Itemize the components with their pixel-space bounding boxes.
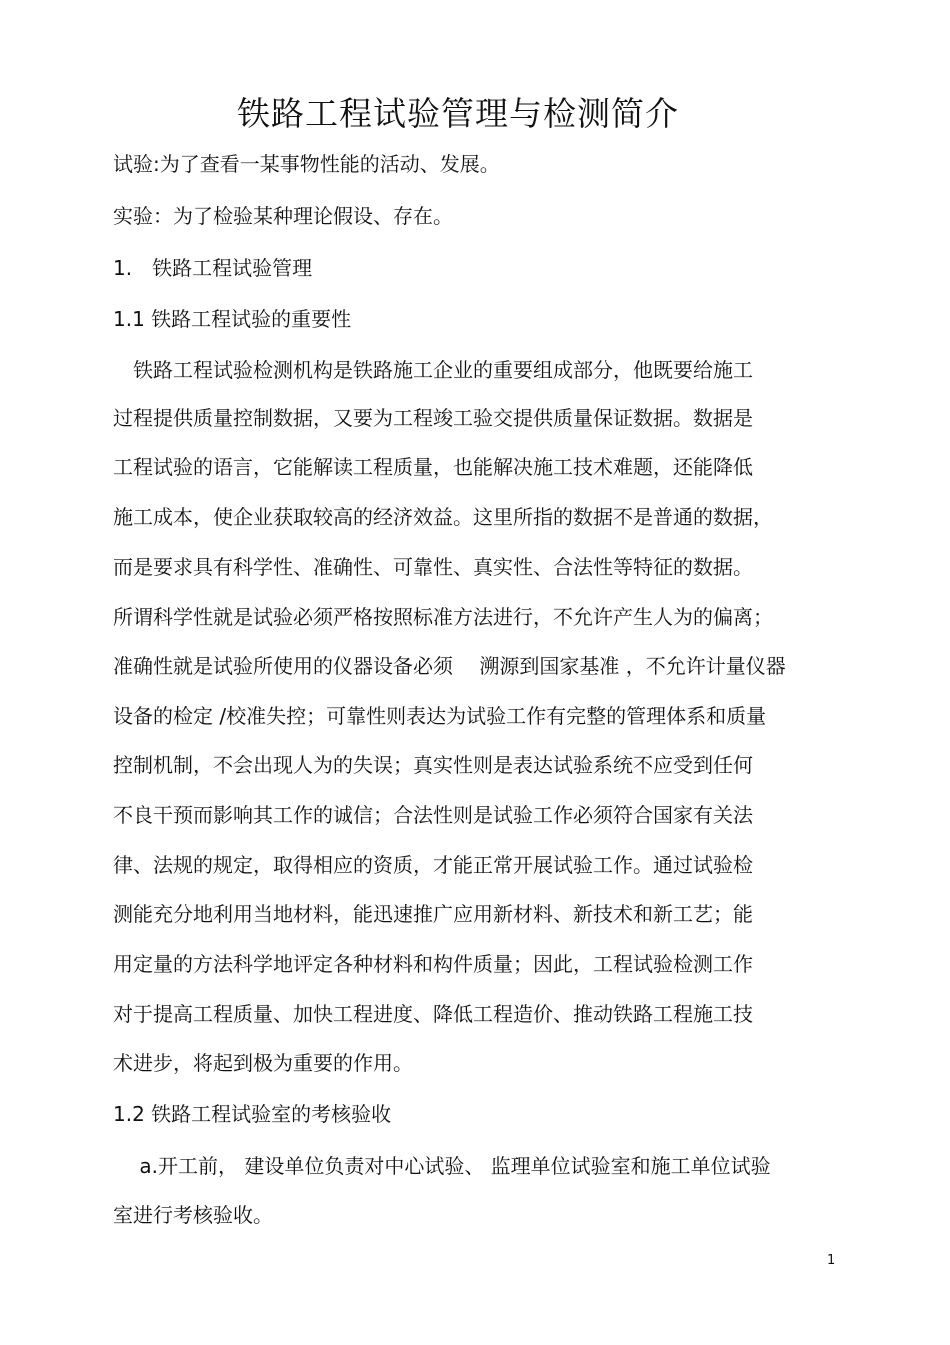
document-title: 铁路工程试验管理与检测简介 [237,94,679,133]
section-heading-1: 1. 铁路工程试验管理 [113,256,313,280]
paragraph-line: 不良干预而影响其工作的诚信；合法性则是试验工作必须符合国家有关法 [113,803,753,827]
section-heading-1-2: 1.2 铁路工程试验室的考核验收 [113,1102,392,1126]
paragraph-line: a.开工前， 建设单位负责对中心试验、 监理单位试验室和施工单位试验 [113,1154,771,1178]
paragraph-line: 对于提高工程质量、加快工程进度、降低工程造价、推动铁路工程施工技 [113,1002,753,1026]
section-heading-1-1: 1.1 铁路工程试验的重要性 [113,307,352,331]
paragraph-line: 准确性就是试验所使用的仪器设备必须 溯源到国家基准 ，不允许计量仪器 [113,654,786,678]
definition-line-test: 试验:为了查看一某事物性能的活动、发展。 [113,152,500,176]
paragraph-line: 控制机制，不会出现人为的失误；真实性则是表达试验系统不应受到任何 [113,753,753,777]
paragraph-line: 工程试验的语言，它能解读工程质量，也能解决施工技术难题，还能降低 [113,455,753,479]
paragraph-line: 用定量的方法科学地评定各种材料和构件质量；因此，工程试验检测工作 [113,952,753,976]
paragraph-line: 施工成本，使企业获取较高的经济效益。这里所指的数据不是普通的数据， [113,505,773,529]
paragraph-line: 测能充分地利用当地材料，能迅速推广应用新材料、新技术和新工艺；能 [113,902,753,926]
paragraph-line: 设备的检定 /校准失控；可靠性则表达为试验工作有完整的管理体系和质量 [113,704,767,728]
paragraph-line: 室进行考核验收。 [113,1203,273,1227]
definition-line-experiment: 实验：为了检验某种理论假设、存在。 [113,204,453,228]
paragraph-line: 铁路工程试验检测机构是铁路施工企业的重要组成部分，他既要给施工 [113,358,753,382]
paragraph-line: 律、法规的规定，取得相应的资质，才能正常开展试验工作。通过试验检 [113,853,753,877]
paragraph-line: 过程提供质量控制数据，又要为工程竣工验交提供质量保证数据。数据是 [113,406,753,430]
page-number: 1 [827,1253,836,1268]
paragraph-line: 而是要求具有科学性、准确性、可靠性、真实性、合法性等特征的数据。 [113,555,753,579]
paragraph-line: 术进步，将起到极为重要的作用。 [113,1051,413,1075]
paragraph-line: 所谓科学性就是试验必须严格按照标准方法进行，不允许产生人为的偏离； [113,605,773,629]
